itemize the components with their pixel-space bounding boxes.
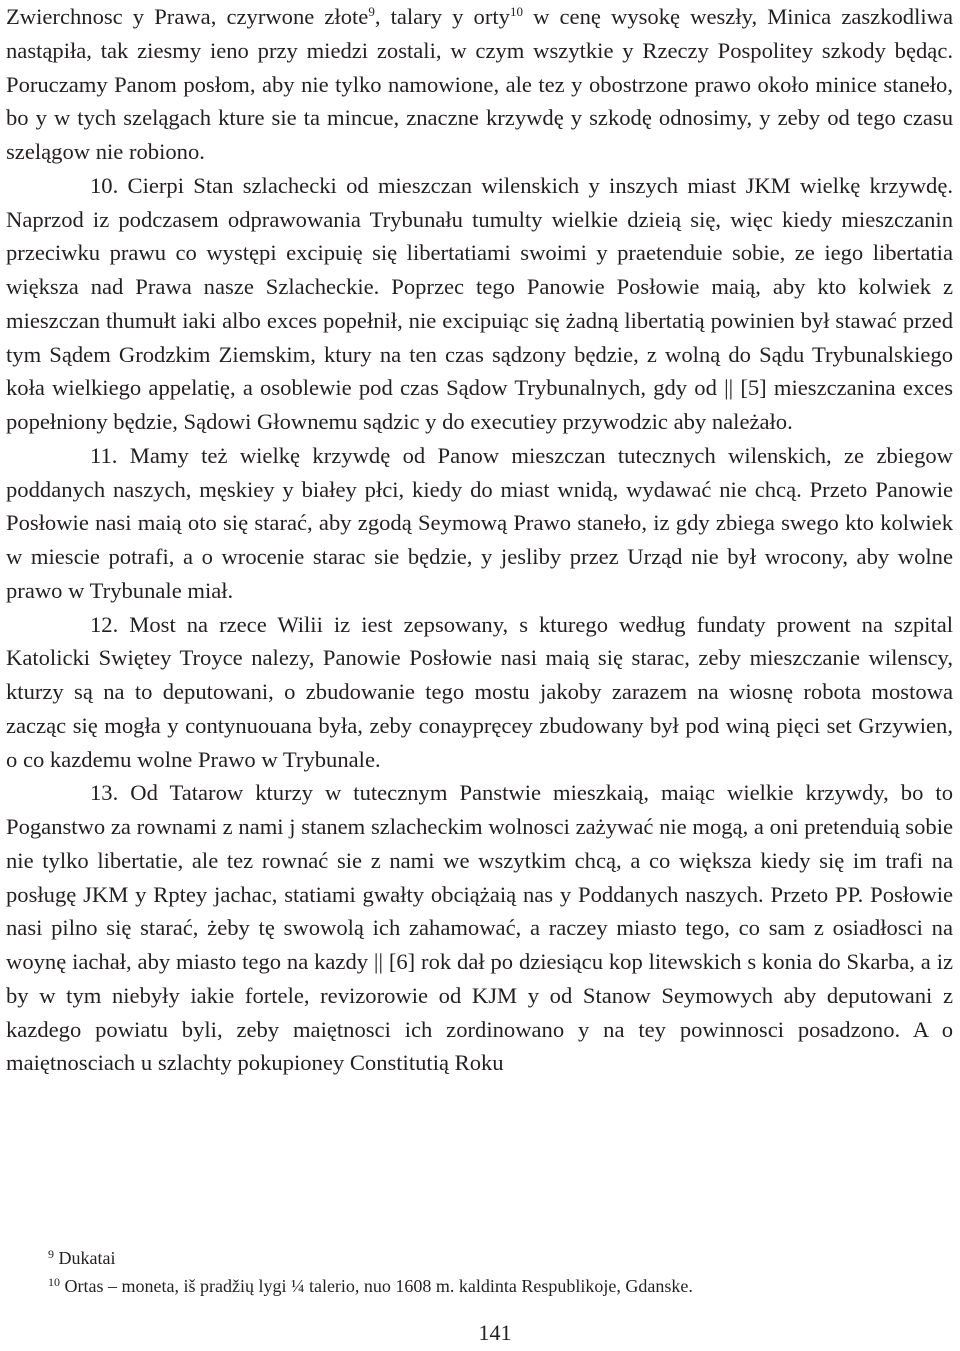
footnote-ref-10[interactable]: 10 xyxy=(509,4,523,19)
footnote-text: Ortas – moneta, iš pradžių lygi ¼ talerio, nuo 1608 m. kaldinta Respublikoje, Gdanske. xyxy=(64,1276,693,1296)
footnote-mark: 9 xyxy=(48,1247,54,1261)
page-number: 141 xyxy=(478,1320,512,1345)
footnote-ref-9[interactable]: 9 xyxy=(368,4,375,19)
text-run: w cenę wysokę weszły, Minica zaszkodliwa nastąpiła, tak ziesmy ieno przy miedzi zostali, w czym wszytkie y Rzeczy Pospolitey szkody będąc. Poruczamy Panom posłom, aby nie tylko namowione, ale tez y obostrzone prawo około minice staneło, bo y w tych szelągach kture sie ta mincue, znaczne krzywdę y szkodę odnosimy, y zeby od tego czasu szelągow nie robiono. xyxy=(6,4,953,164)
paragraph-11: 11. Mamy też wielkę krzywdę od Panow mieszczan tutecznych wilenskich, ze zbiegow poddanych naszych, męskiey y białey płci, kiedy do miast wnidą, wydawać nie chcą. Przeto Panowie Posłowie nasi maią oto się starać, aby zgodą Seymową Prawo staneło, iz gdy zbiega swego kto kolwiek w miescie potrafi, a o wrocenie starac sie będzie, y jesliby przez Urząd nie był wrocony, aby wolne prawo w Trybunale miał. xyxy=(6,442,953,603)
paragraph-continued xyxy=(6,0,953,169)
text-run: , talary y orty xyxy=(374,4,510,29)
paragraph-13: 13. Od Tatarow kturzy w tutecznym Panstwie mieszkaią, maiąc wielkie krzywdy, bo to Poganstwo za rownami z nami j stanem szlacheckim wolnosci zażywać nie mogą, a oni pretenduią sobie nie tylko libertatie, ale tez rownać sie z nami we wszytkim chcą, a co większa kiedy się im trafi na posługę JKM y Rptey jachac, statiami gwałty obciążaią nas y Poddanych naszych. Przeto PP. Posłowie nasi pilno się starać, żeby tę swowolą ich zahamować, a raczey miasto tego, co sam z osiadłosci na woynę iachał, aby miasto tego na kazdy || [6] rok dał po dziesiącu kop litewskich s konia do Skarba, a iz by w tym niebyły iakie fortele, revizorowie od KJM y od Stanow Seymowych aby deputowani z kazdego powiatu byli, zeby maiętnosci ich zordinowano y na tey powinnosci posadzono. A o maiętnosciach u szlachty pokupioney Constitutią Roku xyxy=(6,780,953,1076)
footnotes xyxy=(48,1244,928,1300)
footnote-10 xyxy=(48,1272,928,1300)
main-text xyxy=(6,0,953,1080)
footnote-mark: 10 xyxy=(48,1275,60,1289)
footnote-9 xyxy=(48,1244,928,1272)
paragraph-10: 10. Cierpi Stan szlachecki od mieszczan wilenskich y inszych miast JKM wielkę krzywdę. Naprzod iz podczasem odprawowania Trybunału tumulty wielkie dzieią się, więc kiedy mieszczanin przeciwku prawu co występi excipuię się libertatiami swoimi y praetenduie sobie, ze iego libertatia większa nad Prawa nasze Szlacheckie. Poprzec tego Panowie Posłowie maią, aby kto kolwiek z mieszczan thumułt iaki albo exces popełnił, nie excipuiąc się żadną libertatią powinien był stawać przed tym Sądem Grodzkim Ziemskim, ktury na ten czas sądzony będzie, z wolną do Sądu Trybunalskiego koła wielkiego appelatię, a osoblewie pod czas Sądow Trybunalnych, gdy od || [5] mieszczanina exces popełniony będzie, Sądowi Głownemu sądzic y do executiey przywodzic aby należało. xyxy=(6,172,953,434)
paragraph-12: 12. Most na rzece Wilii iz iest zepsowany, s kturego według fundaty prowent na szpital Katolicki Swiętey Troyce nalezy, Panowie Posłowie nasi maią się starac, zeby mieszczanie wilenscy, kturzy są na to deputowani, o zbudowanie tego mostu jakoby zarazem na wiosnę robota mostowa zacząc się mogła y contynuouana była, zeby conaypręcey zbudowany był pod winą pięci set Grzywien, o co kazdemu wolne Prawo w Trybunale. xyxy=(6,611,953,772)
footnote-text: Dukatai xyxy=(58,1248,116,1268)
text-run: Zwierchnosc y Prawa, czyrwone złote xyxy=(6,4,369,29)
